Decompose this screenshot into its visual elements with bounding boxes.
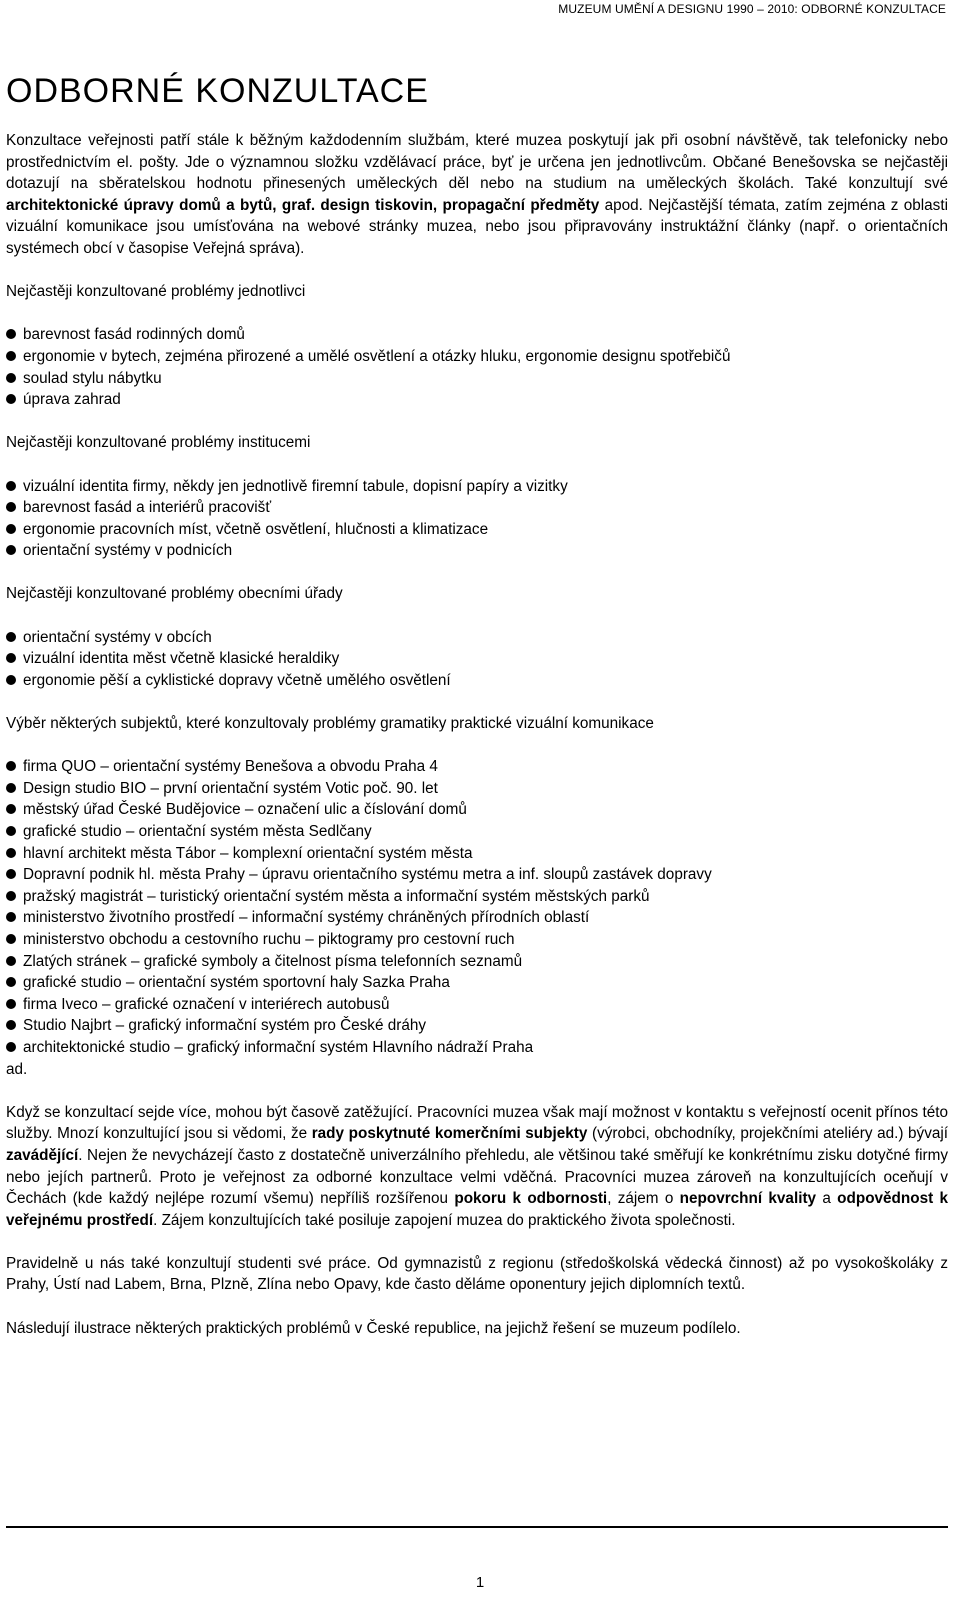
list-item: grafické studio – orientační systém sportovní haly Sazka Praha bbox=[6, 972, 948, 994]
section-heading-subjects: Výběr některých subjektů, které konzultovaly problémy gramatiky praktické vizuální komunikace bbox=[6, 715, 654, 733]
document-body bbox=[6, 130, 948, 1339]
running-header: MUZEUM UMĚNÍ A DESIGNU 1990 – 2010: ODBORNÉ KONZULTACE bbox=[558, 2, 946, 16]
section-heading-individuals: Nejčastěji konzultované problémy jednotlivci bbox=[6, 283, 306, 301]
list-item: barevnost fasád a interiérů pracovišť bbox=[6, 497, 948, 519]
bullet-icon bbox=[6, 761, 16, 771]
bullet-icon bbox=[6, 632, 16, 642]
bullet-icon bbox=[6, 1042, 16, 1052]
bullet-icon bbox=[6, 481, 16, 491]
page-title: ODBORNÉ KONZULTACE bbox=[6, 72, 429, 110]
bullet-icon bbox=[6, 373, 16, 383]
list-institutions bbox=[6, 476, 948, 562]
bold-text: zavádějící bbox=[6, 1146, 79, 1164]
bold-text: rady poskytnuté komerčními subjekty bbox=[311, 1125, 588, 1143]
bold-text: odpovědnost k veřejnému prostředí bbox=[6, 1190, 949, 1229]
list-item: vizuální identita firmy, někdy jen jednotlivě firemní tabule, dopisní papíry a vizitky bbox=[6, 476, 948, 498]
list-individuals bbox=[6, 324, 948, 410]
list-municipalities bbox=[6, 627, 948, 692]
list-item: soulad stylu nábytku bbox=[6, 368, 948, 390]
bullet-icon bbox=[6, 502, 16, 512]
list-item: ministerstvo životního prostředí – informační systémy chráněných přírodních oblastí bbox=[6, 907, 948, 929]
bullet-icon bbox=[6, 329, 16, 339]
list-item: barevnost fasád rodinných domů bbox=[6, 324, 948, 346]
list-subjects bbox=[6, 756, 948, 1058]
bullet-icon bbox=[6, 956, 16, 966]
bullet-icon bbox=[6, 1020, 16, 1030]
bullet-icon bbox=[6, 869, 16, 879]
bullet-icon bbox=[6, 783, 16, 793]
page-number: 1 bbox=[475, 1574, 485, 1591]
intro-text: Konzultace veřejnosti patří stále k běžným každodenním službám, které muzea poskytují jak při osobní návštěvě, tak telefonicky nebo prostřednictvím el. pošty. Jde o významnou složku vzdělávací práce, byť je určena jen jednotlivcům. Občané Benešovska se nejčastěji dotazují na sběratelskou hodnotu přinesených uměleckých děl nebo na studium na uměleckých školách. Také konzultují své bbox=[6, 132, 948, 193]
bullet-icon bbox=[6, 934, 16, 944]
section-heading-institutions: Nejčastěji konzultované problémy institucemi bbox=[6, 434, 311, 452]
bullet-icon bbox=[6, 653, 16, 663]
list-item: městský úřad České Budějovice – označení ulic a číslování domů bbox=[6, 799, 948, 821]
bullet-icon bbox=[6, 394, 16, 404]
list-item: architektonické studio – grafický informační systém Hlavního nádraží Praha bbox=[6, 1037, 948, 1059]
list-item: ministerstvo obchodu a cestovního ruchu – piktogramy pro cestovní ruch bbox=[6, 929, 948, 951]
list-item: vizuální identita měst včetně klasické heraldiky bbox=[6, 648, 948, 670]
closing-paragraph-3: Následují ilustrace některých praktických problémů v České republice, na jejichž řešení se muzeum podílelo. bbox=[6, 1319, 741, 1337]
list-item: ergonomie pěší a cyklistické dopravy včetně umělého osvětlení bbox=[6, 670, 948, 692]
bold-text: nepovrchní kvality bbox=[679, 1190, 817, 1208]
bullet-icon bbox=[6, 524, 16, 534]
list-tail-text: ad. bbox=[6, 1060, 28, 1078]
footer-divider bbox=[6, 1526, 948, 1528]
intro-paragraph bbox=[6, 130, 948, 260]
bullet-icon bbox=[6, 804, 16, 814]
intro-bold-text: architektonické úpravy domů a bytů, graf. design tiskovin, propagační předměty bbox=[6, 196, 600, 214]
list-item: Design studio BIO – první orientační systém Votic poč. 90. let bbox=[6, 778, 948, 800]
list-item: Studio Najbrt – grafický informační systém pro České dráhy bbox=[6, 1015, 948, 1037]
bullet-icon bbox=[6, 826, 16, 836]
list-item: Dopravní podnik hl. města Prahy – úpravu orientačního systému metra a inf. sloupů zastávek dopravy bbox=[6, 864, 948, 886]
list-item: ergonomie v bytech, zejména přirozené a umělé osvětlení a otázky hluku, ergonomie designu spotřebičů bbox=[6, 346, 948, 368]
section-heading-municipalities: Nejčastěji konzultované problémy obecními úřady bbox=[6, 585, 343, 603]
bullet-icon bbox=[6, 912, 16, 922]
bullet-icon bbox=[6, 977, 16, 987]
bullet-icon bbox=[6, 999, 16, 1009]
bullet-icon bbox=[6, 675, 16, 685]
list-item: firma QUO – orientační systémy Benešova a obvodu Praha 4 bbox=[6, 756, 948, 778]
list-item: Zlatých stránek – grafické symboly a čitelnost písma telefonních seznamů bbox=[6, 951, 948, 973]
list-item: orientační systémy v podnicích bbox=[6, 540, 948, 562]
list-item: grafické studio – orientační systém města Sedlčany bbox=[6, 821, 948, 843]
bullet-icon bbox=[6, 848, 16, 858]
list-item: orientační systémy v obcích bbox=[6, 627, 948, 649]
bullet-icon bbox=[6, 351, 16, 361]
list-item: ergonomie pracovních míst, včetně osvětlení, hlučnosti a klimatizace bbox=[6, 519, 948, 541]
list-item: pražský magistrát – turistický orientační systém města a informační systém městských parků bbox=[6, 886, 948, 908]
list-item: úprava zahrad bbox=[6, 389, 948, 411]
bullet-icon bbox=[6, 891, 16, 901]
bold-text: pokoru k odbornosti bbox=[454, 1190, 608, 1208]
bullet-icon bbox=[6, 545, 16, 555]
closing-paragraph-2: Pravidelně u nás také konzultují studenti své práce. Od gymnazistů z regionu (středoškolská vědecká činnost) až po vysokoškoláky z Prahy, Ústí nad Labem, Brna, Plzně, Zlína nebo Opavy, kde často děláme oponentury jejich diplomních textů. bbox=[6, 1254, 948, 1294]
list-item: hlavní architekt města Tábor – komplexní orientační systém města bbox=[6, 843, 948, 865]
intro-text: apod. Nejčastější témata, zatím zejména z oblasti vizuální komunikace jsou umísťována na webové stránky muzea, nebo jsou připravovány instruktážní články (např. o orientačních systémech obcí v časopise Veřejná správa). bbox=[6, 196, 948, 257]
list-item: firma Iveco – grafické označení v interiérech autobusů bbox=[6, 994, 948, 1016]
closing-paragraph-1: Když se konzultací sejde více, mohou být časově zatěžující. Pracovníci muzea však mají možnost v kontaktu s veřejností ocenit přínos této služby. Mnozí konzultující jsou si vědomi, že rady poskytnuté komerčními subjekty (výrobci, obchodníky, projekčními ateliéry ad.) bývají zavádějící. Nejen že nevycházejí často z dostatečně univerzálního přehledu, ale většinou také směřují ke konkrétnímu zisku dotyčné firmy nebo jejích partnerů. Proto je veřejnost za odborné konzultace velmi vděčná. Pracovníci muzea zároveň na konzultujících oceňují v Čechách (kde každý nejlépe rozumí všemu) nepříliš rozšířenou pokoru k odbornosti, zájem o nepovrchní kvality a odpovědnost k veřejnému prostředí. Zájem konzultujících také posiluje zapojení muzea do praktického života společnosti. bbox=[6, 1103, 949, 1229]
